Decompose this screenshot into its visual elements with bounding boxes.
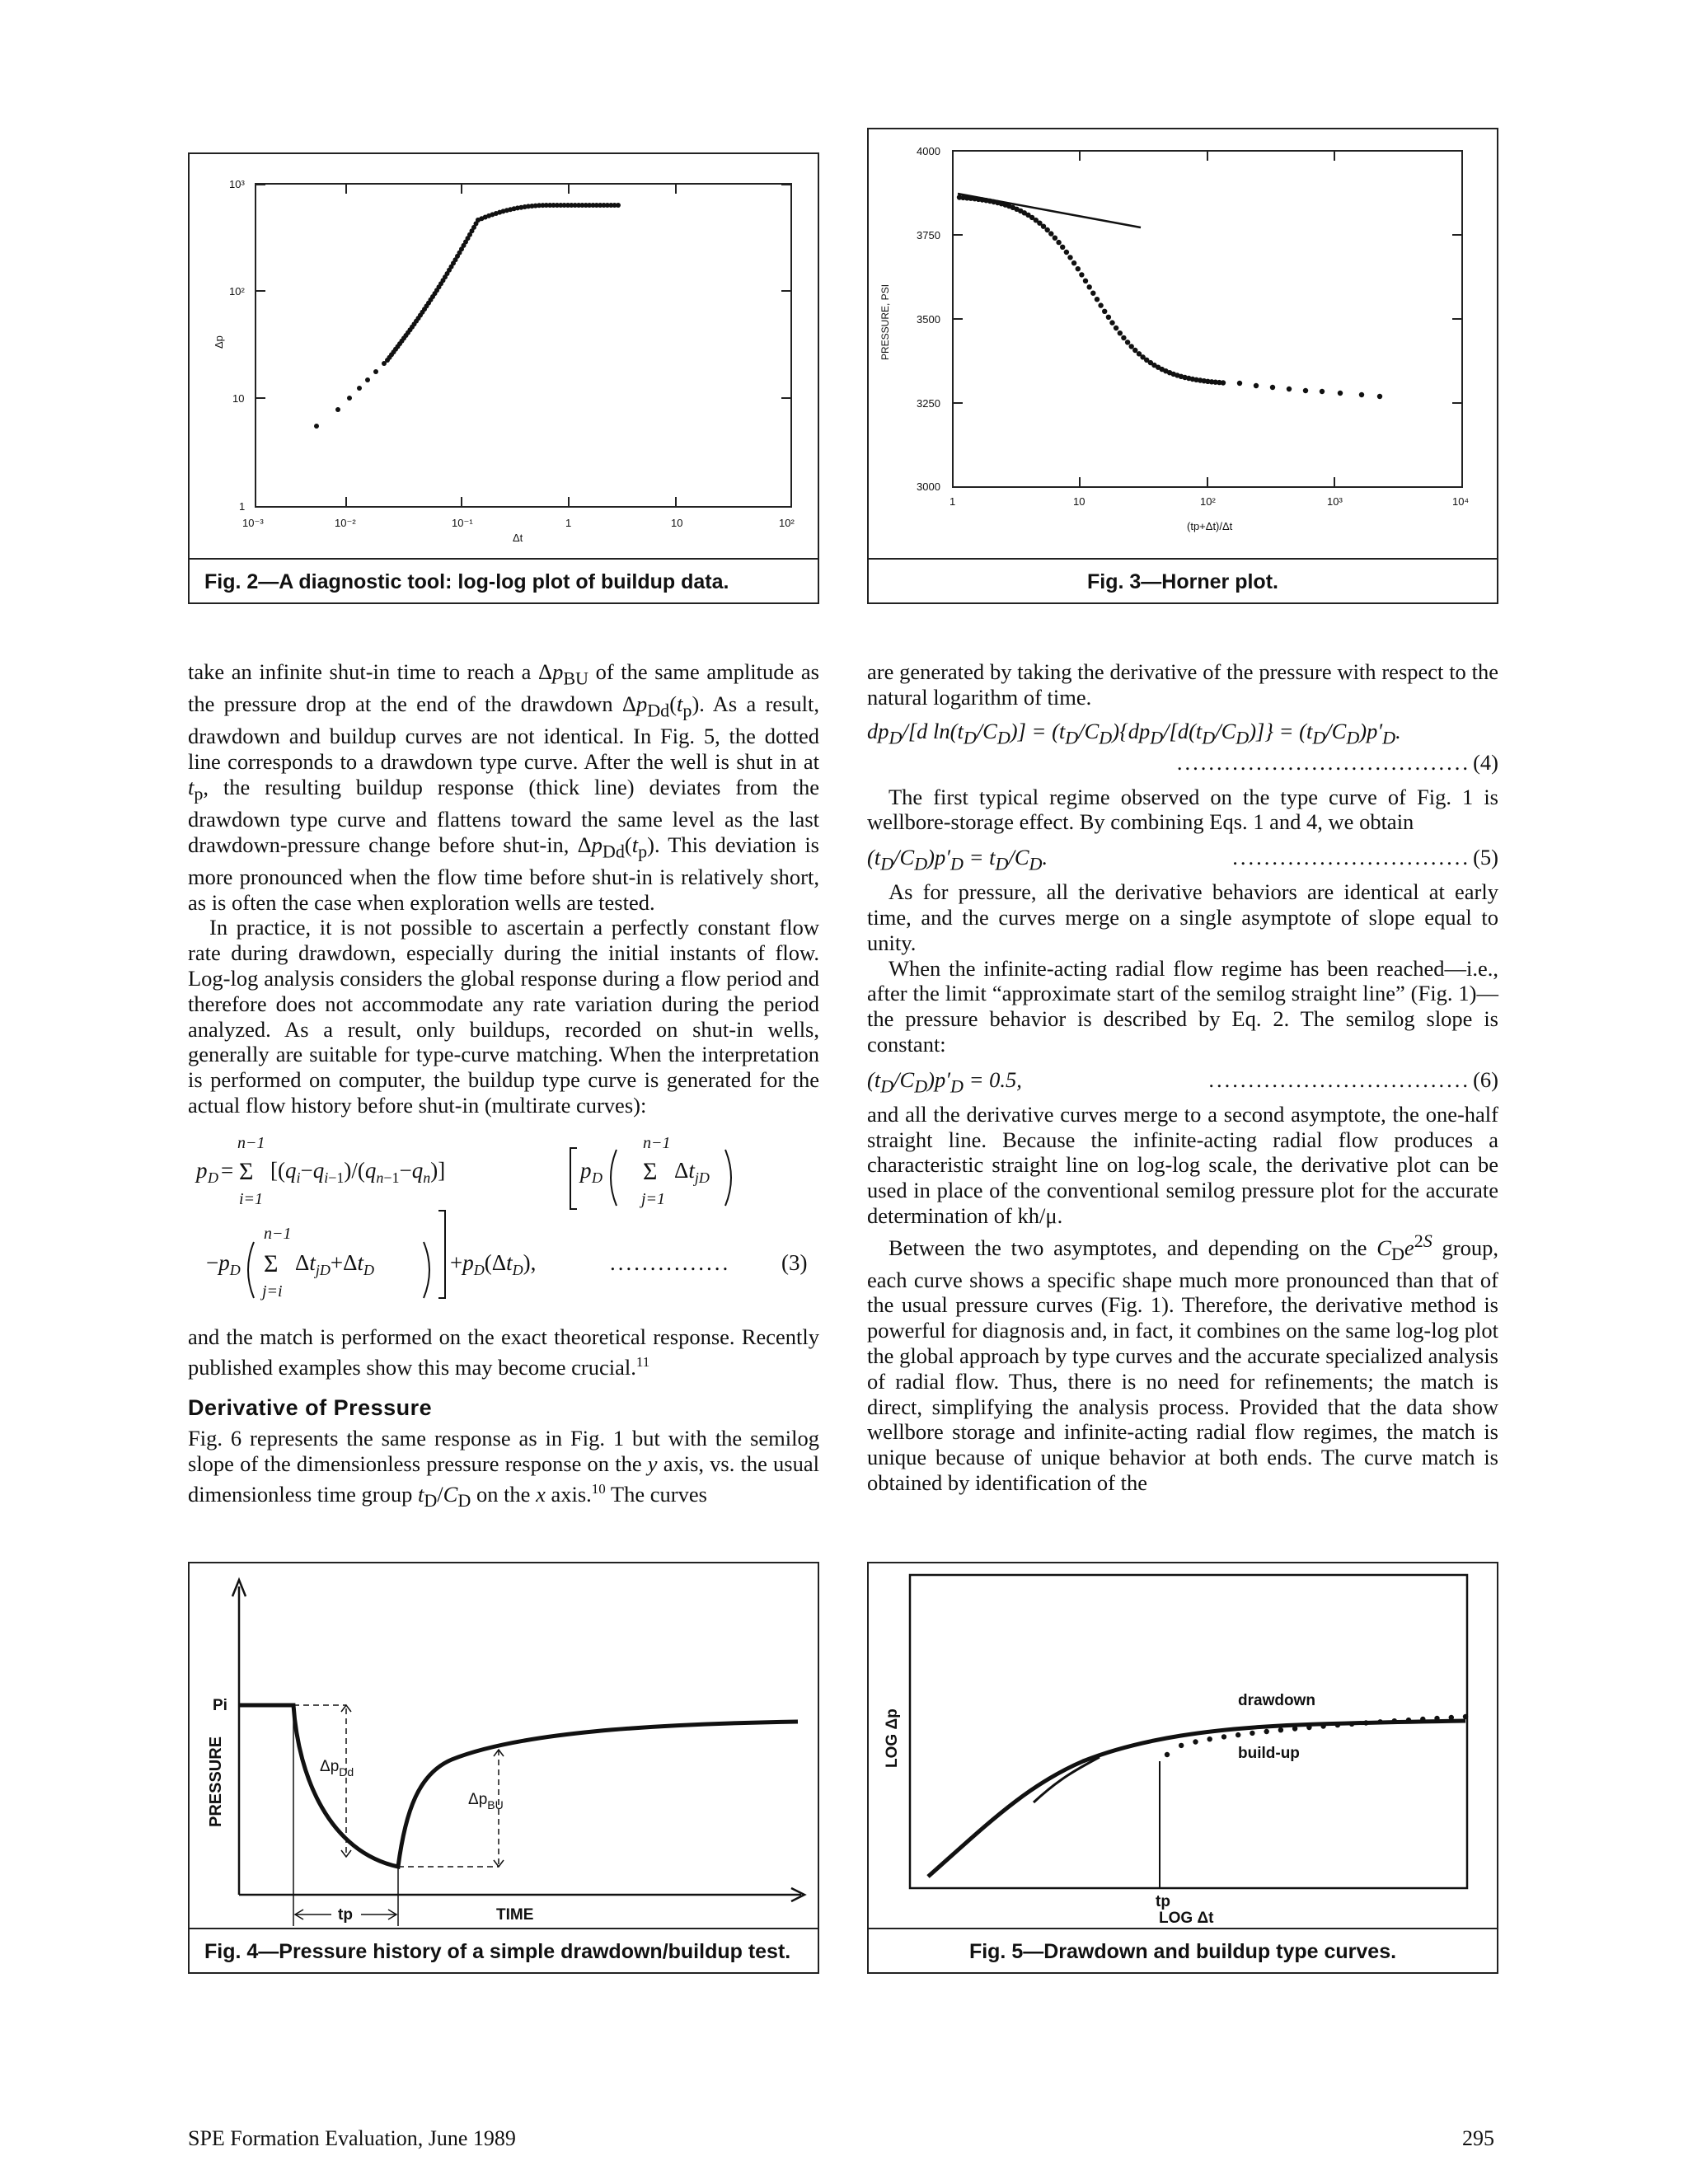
- plot-point: [1278, 1727, 1283, 1732]
- figure-4: [188, 1562, 819, 1974]
- fig5-ylabel: LOG Δp: [884, 1708, 901, 1768]
- plot-point: [1377, 394, 1382, 399]
- plot-point: [1132, 348, 1137, 353]
- svg-text:D: D: [592, 1169, 603, 1186]
- equation-4-number-line: ..................................... (4): [867, 747, 1498, 778]
- fig2-ytick: 1: [239, 500, 246, 513]
- fig2-loglog-plot: [190, 154, 818, 558]
- plot-point: [1349, 1722, 1354, 1727]
- svg-text:i=1: i=1: [239, 1189, 264, 1208]
- plot-point: [1053, 236, 1057, 241]
- plot-point: [1236, 1732, 1240, 1737]
- right-paragraph-3: As for pressure, all the derivative behaviors are identical at early time, and the curves merge on a single asymptote of slope equal to unity.: [867, 879, 1498, 955]
- fig4-caption: Fig. 4—Pressure history of a simple drawdown/buildup test.: [190, 1928, 818, 1972]
- fig2-xtick: 10⁻¹: [452, 517, 473, 529]
- plot-point: [1207, 1736, 1212, 1741]
- fig4-dpbu-label: $\Delta p_{BU}$: [468, 1791, 504, 1811]
- right-paragraph-4: When the infinite-acting radial flow regime has been reached—i.e., after the limit “approximate start of the semilog straight line” (Fig. 1)—the pressure behavior is described by Eq. 2. The semilog slope is constant:: [867, 955, 1498, 1057]
- svg-text:j=i: j=i: [262, 1282, 283, 1301]
- svg-text:Σ: Σ: [264, 1249, 279, 1277]
- svg-text:n−1: n−1: [237, 1133, 265, 1152]
- fig3-ytick: 3250: [917, 397, 940, 410]
- plot-point: [314, 424, 319, 429]
- svg-text:+pD(ΔtD),: $+p_D(\Delta t_D)$,: [450, 1249, 537, 1278]
- svg-text:ΔtjD: $\Delta t_{jD}$: [674, 1157, 710, 1186]
- fig3-data-points: [957, 194, 1382, 399]
- fig2-xtick: 1: [565, 517, 572, 529]
- fig2-xtick: 10²: [779, 517, 795, 529]
- fig4-xlabel: TIME: [496, 1906, 534, 1924]
- plot-point: [1121, 335, 1126, 340]
- plot-point: [347, 396, 352, 401]
- plot-point: [1179, 1743, 1184, 1748]
- right-text-column: [867, 659, 1498, 1496]
- plot-point: [1264, 1729, 1269, 1734]
- fig3-xtick: 10: [1073, 495, 1085, 508]
- footer-journal: SPE Formation Evaluation, June 1989: [188, 2126, 516, 2150]
- plot-point: [1221, 1734, 1226, 1739]
- plot-point: [616, 203, 621, 208]
- figure-3: [867, 128, 1498, 604]
- equation-3-number: (3): [781, 1249, 808, 1275]
- plot-point: [1048, 231, 1053, 236]
- svg-text:p: p: [580, 1157, 592, 1183]
- fig2-ytick: 10²: [229, 285, 245, 298]
- plot-point: [373, 369, 378, 374]
- plot-point: [1338, 391, 1343, 396]
- right-paragraph-5: and all the derivative curves merge to a second asymptote, the one-half straight line. Because the infinite-acting radial flow produces a characteristic straight line on log-log scale, the derivative plot can be used in place of the conventional semilog pressure plot for the accurate determination of kh/μ.: [867, 1101, 1498, 1228]
- fig3-ytick: 3500: [917, 313, 940, 326]
- plot-point: [1254, 383, 1259, 388]
- equation-3-render: [188, 1130, 819, 1324]
- plot-point: [1406, 1718, 1411, 1722]
- svg-text:=: =: [221, 1157, 234, 1183]
- plot-point: [1045, 227, 1050, 232]
- plot-point: [1109, 320, 1114, 325]
- right-paragraph-2: The first typical regime observed on the type curve of Fig. 1 is wellbore-storage effect. By combining Eqs. 1 and 4, we obtain: [867, 784, 1498, 835]
- fig2-xtick: 10⁻²: [335, 517, 356, 529]
- svg-text:p: p: [196, 1157, 208, 1183]
- equation-6: $(t_D/C_D)p'_D = 0.5$, ................................. (6): [867, 1064, 1498, 1095]
- fig4-pi-label: Pi: [213, 1697, 227, 1714]
- plot-point: [365, 377, 370, 382]
- svg-text:n−1: n−1: [264, 1224, 292, 1243]
- fig2-ylabel: Δp: [213, 335, 225, 349]
- fig5-type-curves: [869, 1563, 1497, 1931]
- equation-5: $(t_D/C_D)p'_D = t_D/C_D$. .............................. (5): [867, 841, 1498, 873]
- svg-text:n−1: n−1: [643, 1133, 671, 1152]
- fig3-xtick: 10³: [1327, 495, 1343, 508]
- fig3-ytick: 3000: [917, 480, 940, 493]
- svg-text:Σ: Σ: [643, 1157, 658, 1185]
- plot-point: [1303, 388, 1308, 393]
- plot-point: [1221, 380, 1226, 385]
- plot-point: [1060, 245, 1065, 250]
- plot-point: [1056, 240, 1061, 245]
- plot-point: [1102, 309, 1107, 314]
- plot-point: [1250, 1731, 1254, 1736]
- plot-point: [1118, 330, 1123, 335]
- fig3-xtick: 1: [950, 495, 956, 508]
- equation-3: [188, 1130, 819, 1324]
- plot-point: [1076, 266, 1081, 271]
- plot-point: [1434, 1716, 1439, 1721]
- fig3-caption: Fig. 3—Horner plot.: [869, 558, 1497, 602]
- plot-point: [1320, 389, 1325, 394]
- plot-point: [335, 407, 340, 412]
- left-paragraph-3: and the match is performed on the exact theoretical response. Recently published examples show this may become crucial.$^{11}$: [188, 1324, 819, 1380]
- plot-point: [1392, 1718, 1397, 1723]
- footer-page-number: 295: [1462, 2126, 1494, 2150]
- svg-text:Σ: Σ: [239, 1157, 254, 1185]
- plot-point: [1270, 385, 1275, 390]
- fig3-horner-plot: [869, 129, 1497, 558]
- left-paragraph-2: In practice, it is not possible to ascertain a perfectly constant flow rate during drawdown, especially during the initial instants of flow. Log-log analysis considers the global response during a flow period and therefore does not accommodate any rate variation during the period analyzed. As a result, only buildups, recorded on shut-in wells, generally are suitable for type-curve matching. When the interpretation is performed on computer, the buildup type curve is generated for the actual flow history before shut-in (multirate curves):: [188, 915, 819, 1118]
- plot-point: [1106, 315, 1111, 320]
- fig5-tp-label: tp: [1156, 1893, 1170, 1910]
- equation-4: $dp_D/[d$ $\ln(t_D/C_D)] = (t_D/C_D)\{dp_D/[d(t_D/C_D)]\} = (t_D/C_D)p'_D$.: [867, 718, 1401, 748]
- figure-2: [188, 152, 819, 604]
- fig5-drawdown-label: drawdown: [1238, 1692, 1315, 1709]
- left-paragraph-1: take an infinite shut-in time to reach a $\Delta p_{BU}$ of the same amplitude as the pressure drop at the end of the drawdown $\Delta p_{Dd}(t_p)$. As a result, drawdown and buildup curves are not identical. In Fig. 5, the dotted line corresponds to a drawdown type curve. After the well is shut in at $t_p$, the resulting buildup response (thick line) deviates from the drawdown type curve and flattens toward the same level as the last drawdown-pressure change before shut-in, $\Delta p_{Dd}(t_p)$. This deviation is more pronounced when the flow time before shut-in is relatively short, as is often the case when exploration wells are tested.: [188, 659, 819, 915]
- left-text-column: [188, 659, 819, 1514]
- plot-point: [1095, 297, 1100, 302]
- plot-point: [1165, 1752, 1170, 1757]
- fig3-ytick: 4000: [917, 145, 940, 157]
- fig2-ytick: 10³: [229, 178, 245, 190]
- svg-text:...............: ...............: [610, 1249, 731, 1275]
- plot-point: [1125, 340, 1130, 344]
- fig5-drawdown-dots: [1165, 1714, 1468, 1757]
- plot-point: [1067, 255, 1072, 260]
- right-paragraph-6: Between the two asymptotes, and depending on the $C_De^{2S}$ group, each curve shows a specific shape much more pronounced than that of the usual pressure curves (Fig. 1). Therefore, the derivative method is powerful for diagnosis and, in fact, it combines on the same log-log plot the global approach by type curves and the accurate specialized analysis of radial flow. Thus, there is no need for refinements; the match is direct, simplifying the analysis process. Provided that the data show wellbore storage and infinite-acting radial flow regimes, the match is unique because of unique behavior at both ends. The curve match is obtained by identification of the: [867, 1230, 1498, 1496]
- equation-4-number: (4): [1473, 749, 1498, 775]
- plot-point: [1320, 1723, 1325, 1728]
- plot-point: [1129, 344, 1134, 349]
- plot-point: [1359, 392, 1364, 397]
- plot-point: [1463, 1714, 1468, 1719]
- equation-5-number: (5): [1473, 845, 1498, 870]
- plot-point: [1114, 326, 1118, 330]
- plot-point: [1193, 1739, 1198, 1744]
- fig3-ylabel: PRESSURE, PSI: [879, 284, 891, 360]
- plot-point: [1041, 224, 1046, 229]
- plot-point: [1292, 1726, 1297, 1731]
- fig2-xtick: 10⁻³: [242, 517, 264, 529]
- svg-text:D: D: [208, 1169, 218, 1186]
- fig2-caption: Fig. 2—A diagnostic tool: log-log plot of buildup data.: [190, 558, 818, 602]
- svg-text:−pD: $-p_D$: [206, 1249, 241, 1278]
- plot-point: [1087, 284, 1092, 289]
- equation-6-number: (6): [1473, 1066, 1498, 1092]
- plot-point: [1071, 260, 1076, 265]
- figure-5: [867, 1562, 1498, 1974]
- fig3-xlabel: (tp+Δt)/Δt: [1187, 520, 1233, 532]
- fig2-ytick: 10: [232, 392, 245, 405]
- plot-point: [1449, 1715, 1454, 1720]
- plot-point: [1083, 279, 1088, 284]
- svg-text:[(qi−qi−1)/(qn−1−qn)]: $[(q_i-q_i-1)/(q_n-1-q_n)]$: [270, 1157, 446, 1186]
- svg-text:j=1: j=1: [641, 1189, 666, 1208]
- plot-point: [1098, 302, 1103, 307]
- plot-point: [1079, 272, 1084, 277]
- plot-point: [357, 386, 362, 391]
- fig4-pressure-history: [190, 1563, 818, 1931]
- right-paragraph-1: are generated by taking the derivative of the pressure with respect to the natural logarithm of time.: [867, 659, 1498, 710]
- plot-point: [1090, 291, 1095, 296]
- fig5-caption: Fig. 5—Drawdown and buildup type curves.: [869, 1928, 1497, 1972]
- plot-point: [1335, 1722, 1340, 1727]
- fig3-ytick: 3750: [917, 229, 940, 241]
- fig4-dpdd-label: $\Delta p_{Dd}$: [320, 1758, 354, 1779]
- fig4-pressure-curve: [239, 1705, 798, 1867]
- plot-point: [1237, 381, 1242, 386]
- fig3-xtick: 10⁴: [1452, 495, 1470, 508]
- fig3-xtick: 10²: [1200, 495, 1216, 508]
- plot-point: [1287, 387, 1292, 391]
- plot-point: [1377, 1719, 1382, 1724]
- plot-point: [1420, 1717, 1425, 1722]
- section-heading-derivative: Derivative of Pressure: [188, 1395, 433, 1421]
- plot-point: [1363, 1720, 1368, 1725]
- fig2-xlabel: Δt: [513, 532, 523, 544]
- fig2-data-points: [314, 203, 621, 429]
- fig2-xtick: 10: [671, 517, 683, 529]
- plot-point: [1306, 1725, 1311, 1730]
- svg-text:ΔtjD+ΔtD: $\Delta t_{jD}+\Delta t_D$: [295, 1249, 374, 1278]
- plot-point: [1064, 250, 1069, 255]
- fig4-ylabel: PRESSURE: [207, 1736, 225, 1827]
- fig5-buildup-label: build-up: [1238, 1745, 1300, 1762]
- fig4-tp-label: tp: [338, 1906, 353, 1924]
- left-paragraph-4: Fig. 6 represents the same response as in Fig. 1 but with the semilog slope of the dimensionless pressure response on the y axis, vs. the usual dimensionless time group $t_D/C_D$ on the x axis.$^{10}$ The curves: [188, 1426, 819, 1511]
- fig5-buildup-curve: [928, 1721, 1465, 1877]
- fig5-xlabel: LOG Δt: [1159, 1910, 1214, 1927]
